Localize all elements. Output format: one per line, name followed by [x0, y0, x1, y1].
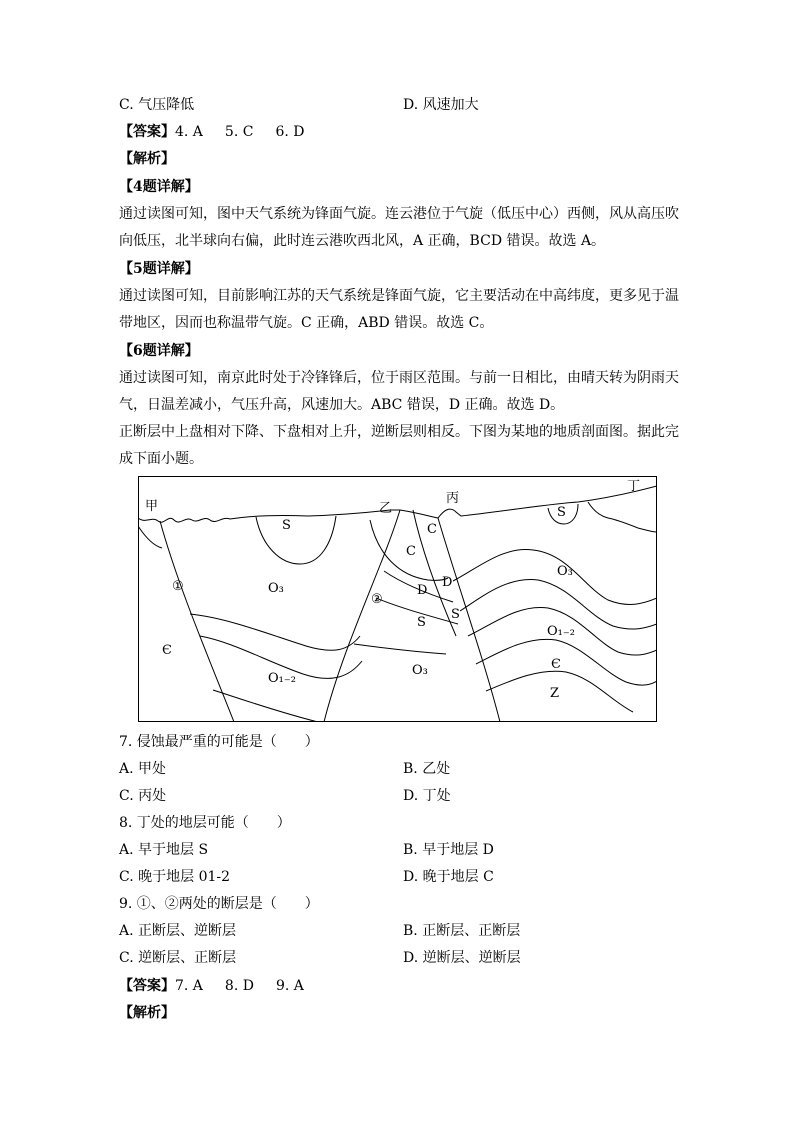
q7-option-b: B. 乙处: [403, 761, 451, 777]
stratum-label: S: [557, 505, 566, 520]
q7-option-c: C. 丙处: [119, 788, 167, 804]
q7-option-d: D. 丁处: [403, 788, 451, 804]
q4-heading: 【4题详解】: [119, 179, 199, 195]
place-label-bing: 丙: [446, 491, 460, 506]
stratum-label: S: [282, 518, 291, 533]
place-label-jia: 甲: [145, 499, 159, 514]
q8-stem: 8. 丁处的地层可能（ ）: [119, 815, 291, 831]
q8-option-a: A. 早于地层 S: [119, 842, 209, 858]
answer-item: 5. C: [224, 124, 254, 140]
analysis-heading: 【解析】: [119, 151, 175, 167]
q6-option-c: C. 气压降低: [119, 97, 195, 113]
stratum-label: S: [451, 607, 460, 622]
stratum-label: Є: [162, 643, 172, 658]
q7-stem: 7. 侵蚀最严重的可能是（ ）: [119, 734, 319, 750]
stratum-label: S: [417, 615, 426, 630]
geologic-cross-section: [138, 476, 657, 722]
stratum-label: O₃: [557, 564, 573, 579]
q8-option-c: C. 晚于地层 01-2: [119, 869, 231, 885]
stratum-label: O₁₋₂: [547, 624, 575, 639]
stratum-label: Z: [550, 686, 560, 701]
q9-option-b: B. 正断层、正断层: [403, 923, 521, 939]
stratum-label: C: [406, 544, 416, 559]
q5-text-line: 带地区，因而也称温带气旋。C 正确，ABD 错误。故选 C。: [119, 315, 494, 331]
fault-label-1: ①: [172, 579, 184, 594]
answer-item: 7. A: [175, 978, 203, 994]
q6-text-line: 气，日温差减小，气压升高，风速加大。ABC 错误，D 正确。故选 D。: [119, 397, 565, 413]
answer-block-1: [119, 122, 305, 142]
q4-text-line: 通过读图可知，图中天气系统为锋面气旋。连云港位于气旋（低压中心）西侧，风从高压吹: [119, 206, 679, 222]
intro-text-line: 正断层中上盘相对下降、下盘相对上升，逆断层则相反。下图为某地的地质剖面图。据此完: [119, 424, 679, 440]
stratum-label: O₃: [412, 663, 428, 678]
q6-option-d: D. 风速加大: [403, 97, 479, 113]
q7-option-a: A. 甲处: [119, 761, 167, 777]
answer-item: 4. A: [175, 124, 203, 140]
answer-item: 9. A: [275, 978, 304, 994]
q9-option-c: C. 逆断层、正断层: [119, 950, 237, 966]
q8-option-b: B. 早于地层 D: [403, 842, 494, 858]
stratum-label: O₁₋₂: [268, 671, 296, 686]
stratum-label: D: [442, 575, 453, 590]
q8-option-d: D. 晚于地层 C: [403, 869, 494, 885]
q5-heading: 【5题详解】: [119, 261, 199, 277]
intro-text-line: 成下面小题。: [119, 451, 203, 467]
stratum-label: O₃: [268, 581, 284, 596]
answer-item: 8. D: [224, 978, 254, 994]
stratum-label: Є: [551, 657, 561, 672]
q9-option-d: D. 逆断层、逆断层: [403, 950, 521, 966]
stratum-label: C: [427, 522, 437, 537]
answer-item: 6. D: [275, 124, 305, 140]
q9-stem: 9. ①、②两处的断层是（ ）: [119, 896, 319, 912]
place-label-ding: 丁: [627, 479, 641, 494]
q4-text-line: 向低压，北半球向右偏，此时连云港吹西北风，A 正确，BCD 错误。故选 A。: [119, 233, 606, 249]
q5-text-line: 通过读图可知，目前影响江苏的天气系统是锋面气旋，它主要活动在中高纬度，更多见于温: [119, 288, 679, 304]
answer-label: 【答案】: [119, 978, 175, 994]
stratum-label: D: [417, 583, 428, 598]
fault-label-2: ②: [371, 592, 383, 607]
answer-block-2: [119, 976, 304, 996]
q6-text-line: 通过读图可知，南京此时处于冷锋锋后，位于雨区范围。与前一日相比，由晴天转为阴雨天: [119, 370, 679, 386]
answer-label: 【答案】: [119, 124, 175, 140]
analysis-heading: 【解析】: [119, 1005, 175, 1021]
q6-heading: 【6题详解】: [119, 343, 199, 359]
place-label-yi: 乙: [379, 501, 393, 516]
q9-option-a: A. 正断层、逆断层: [119, 923, 237, 939]
